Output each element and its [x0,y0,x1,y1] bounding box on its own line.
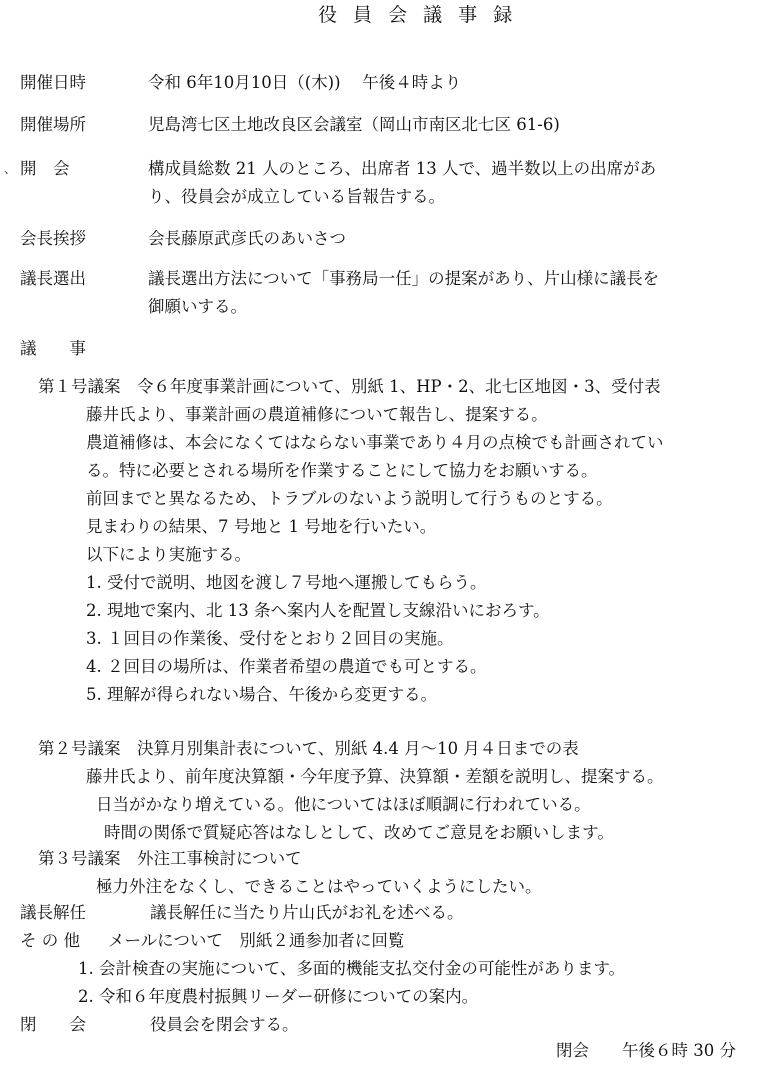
closing-label: 閉 会 [20,1015,86,1034]
greeting-label: 会長挨拶 [20,229,86,248]
item2-line-2: 日当がかなり増えている。他についてはほぼ順調に行われている。 [96,795,591,814]
item1-line-3: る。特に必要とされる場所を作業することにして協力をお願いする。 [86,461,598,480]
item1-step-3: 3. １回目の作業後、受付をとおり２回目の実施。 [86,629,454,648]
item2-line-1: 藤井氏より、前年度決算額・今年度予算、決算額・差額を説明し、提案する。 [86,767,664,786]
item2-line-3: 時間の関係で質疑応答はなしとして、改めてご意見をお願いします。 [104,823,614,842]
item1-line-1: 藤井氏より、事業計画の農道補修について報告し、提案する。 [86,405,548,424]
meeting-place-label: 開催場所 [20,115,86,134]
item1-step-5: 5. 理解が得られない場合、午後から変更する。 [86,685,437,704]
other-item-1: 1. 会計検査の実施について、多面的機能支払交付金の可能性があります。 [78,959,626,978]
item1-line-6: 以下により実施する。 [86,545,251,564]
item1-step-2: 2. 現地で案内、北 13 条へ案内人を配置し支線沿いにおろす。 [86,601,550,620]
item2-header: 第２号議案 決算月別集計表について、別紙 4.4 月〜10 月４日までの表 [38,739,579,758]
item1-step-1: 1. 受付で説明、地図を渡し７号地へ運搬してもらう。 [86,573,487,592]
other-item-2: 2. 令和６年度農村振興リーダー研修についての案内。 [78,987,479,1006]
chair-election-label: 議長選出 [20,269,86,288]
item1-header: 第１号議案 令６年度事業計画について、別紙 1、HP・2、北七区地図・3、受付表 [38,377,661,396]
opening-line-1: 構成員総数 21 人のところ、出席者 13 人で、過半数以上の出席があ [148,159,657,178]
other-text: メールについて 別紙２通参加者に回覧 [108,931,405,950]
meeting-place-value: 児島湾七区土地改良区会議室（岡山市南区北七区 61-6) [148,115,560,134]
opening-label: 開 会 [20,159,70,178]
item3-line: 極力外注をなくし、できることはやっていくようにしたい。 [96,877,542,896]
document-title: 役 員 会 議 事 録 [318,4,518,26]
meeting-date-label: 開催日時 [20,73,86,92]
item3-header: 第３号議案 外注工事検討について [38,849,302,868]
item1-line-5: 見まわりの結果、7 号地と 1 号地を行いたい。 [86,517,437,536]
greeting-text: 会長藤原武彦氏のあいさつ [148,229,346,248]
margin-mark: 、 [4,162,17,176]
other-label: そ の 他 [20,931,80,950]
chair-dismissal-label: 議長解任 [20,903,86,922]
item1-line-2: 農道補修は、本会になくてはならない事業であり４月の点検でも計画されてい [86,433,664,452]
closing-time: 閉会 午後６時 30 分 [556,1041,736,1060]
closing-text: 役員会を閉会する。 [150,1015,299,1034]
agenda-heading: 議 事 [20,339,86,358]
chair-election-line-2: 御願いする。 [148,297,247,316]
chair-election-line-1: 議長選出方法について「事務局一任」の提案があり、片山様に議長を [148,269,660,288]
item1-line-4: 前回までと異なるため、トラブルのないよう説明して行うものとする。 [86,489,613,508]
opening-line-2: り、役員会が成立している旨報告する。 [148,187,445,206]
item1-step-4: 4. ２回目の場所は、作業者希望の農道でも可とする。 [86,657,487,676]
meeting-date-value: 令和 6年10月10日（(木)) 午後４時より [148,73,462,92]
chair-dismissal-text: 議長解任に当たり片山氏がお礼を述べる。 [150,903,464,922]
